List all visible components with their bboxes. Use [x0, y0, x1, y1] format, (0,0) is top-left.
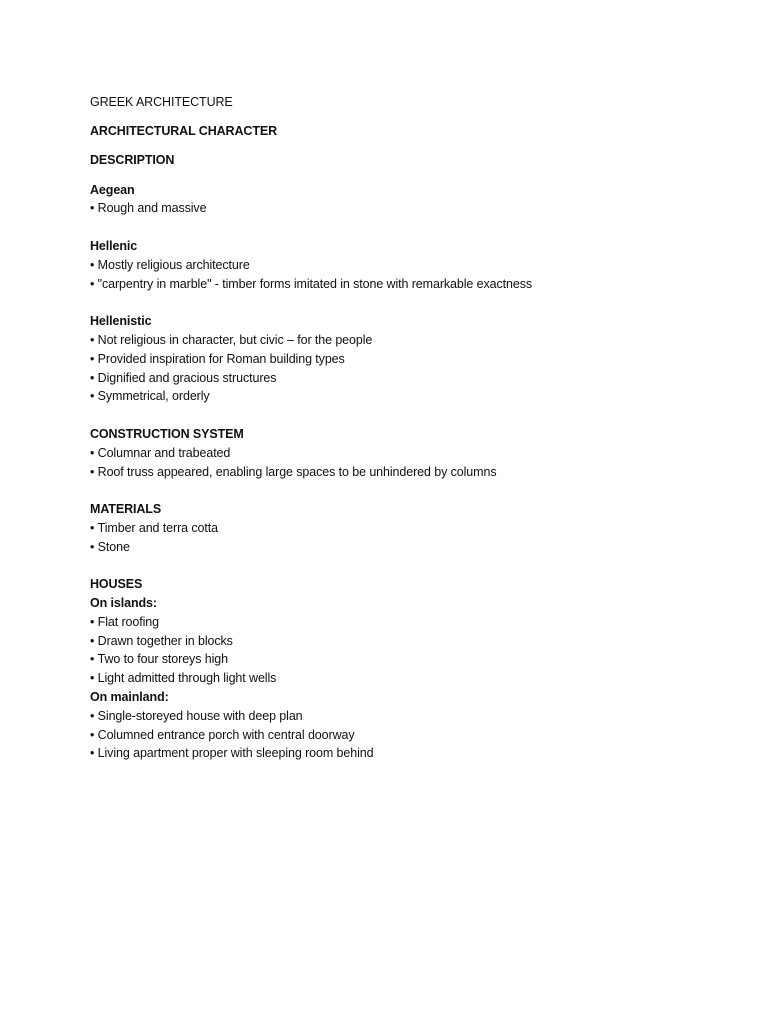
- list-item: • Columnar and trabeated: [90, 444, 730, 463]
- section-heading-houses: HOUSES: [90, 577, 143, 592]
- list-item: • Mostly religious architecture: [90, 256, 730, 275]
- list-item: • Provided inspiration for Roman building types: [90, 350, 730, 369]
- list-item: • Single-storeyed house with deep plan: [90, 707, 730, 726]
- list-item: • Drawn together in blocks: [90, 632, 730, 651]
- list-item: • Columned entrance porch with central doorway: [90, 726, 730, 745]
- list-item: • Dignified and gracious structures: [90, 369, 730, 388]
- subheading-hellenistic: Hellenistic: [90, 314, 152, 329]
- section-heading-construction-system: CONSTRUCTION SYSTEM: [90, 426, 244, 441]
- list-item: • Not religious in character, but civic – for the people: [90, 331, 730, 350]
- subheading-on-mainland: On mainland:: [90, 690, 169, 705]
- list-item: • Roof truss appeared, enabling large spaces to be unhindered by columns: [90, 463, 730, 482]
- list-item: • Light admitted through light wells: [90, 669, 730, 688]
- subheading-hellenic: Hellenic: [90, 238, 138, 253]
- list-item: • Rough and massive: [90, 199, 730, 218]
- list-item: • Living apartment proper with sleeping room behind: [90, 744, 730, 763]
- list-item: • "carpentry in marble" - timber forms imitated in stone with remarkable exactness: [90, 275, 730, 294]
- section-heading-architectural-character: ARCHITECTURAL CHARACTER: [90, 124, 278, 139]
- section-heading-materials: MATERIALS: [90, 502, 162, 517]
- list-item: • Timber and terra cotta: [90, 519, 730, 538]
- list-item: • Two to four storeys high: [90, 650, 730, 669]
- list-item: • Stone: [90, 538, 730, 557]
- subheading-on-islands: On islands:: [90, 596, 157, 611]
- subheading-aegean: Aegean: [90, 182, 135, 197]
- section-heading-description: DESCRIPTION: [90, 153, 175, 168]
- document-title: GREEK ARCHITECTURE: [90, 95, 233, 109]
- list-item: • Flat roofing: [90, 613, 730, 632]
- document-page: [90, 93, 730, 763]
- list-item: • Symmetrical, orderly: [90, 387, 730, 406]
